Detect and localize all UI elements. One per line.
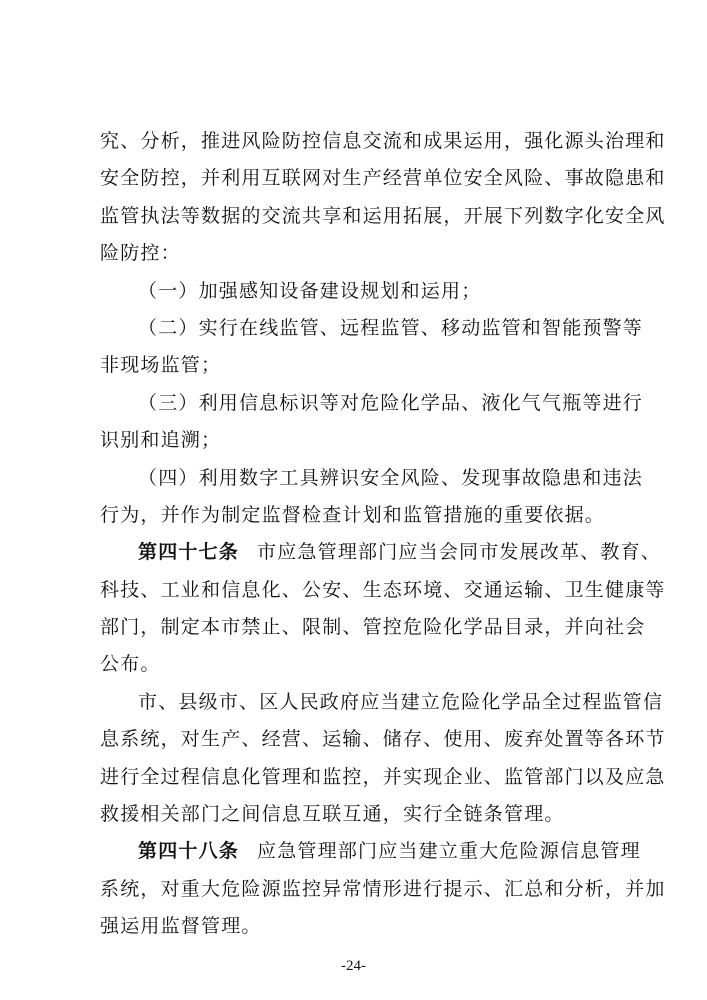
list-item-1: （一）加强感知设备建设规划和运用； <box>138 279 482 302</box>
text-line: 强运用监督管理。 <box>100 915 262 938</box>
article-48-heading: 第四十八条 <box>138 840 240 863</box>
text-line: 安全防控，并利用互联网对生产经营单位安全风险、事故隐患和 <box>100 167 666 190</box>
text-line: 公布。 <box>100 653 161 676</box>
list-item-3: （三）利用信息标识等对危险化学品、液化气气瓶等进行 <box>138 391 644 414</box>
text-line: 市、县级市、区人民政府应当建立危险化学品全过程监管信 <box>138 690 664 713</box>
list-item-4-cont: 行为，并作为制定监督检查计划和监管措施的重要依据。 <box>100 503 606 526</box>
list-item-3-cont: 识别和追溯； <box>100 429 222 452</box>
text-line: 息系统，对生产、经营、运输、储存、使用、废弃处置等各环节 <box>100 728 666 751</box>
text-line: 救援相关部门之间信息互联互通，实行全链条管理。 <box>100 803 565 826</box>
text-line: 险防控： <box>100 242 181 265</box>
text-line: 进行全过程信息化管理和监控，并实现企业、监管部门以及应急 <box>100 765 666 788</box>
article-47 <box>100 534 662 571</box>
text-line: 监管执法等数据的交流共享和运用拓展，开展下列数字化安全风 <box>100 204 666 227</box>
text-line: 部门，制定本市禁止、限制、管控危险化学品目录，并向社会 <box>100 616 646 639</box>
list-item-2-cont: 非现场监管； <box>100 354 222 377</box>
text-line: 系统，对重大危险源监控异常情形进行提示、汇总和分析，并加 <box>100 877 666 900</box>
page-number: -24- <box>341 958 366 974</box>
article-48-text: 应急管理部门应当建立重大危险源信息管理 <box>257 840 641 863</box>
text-line: 究、分析，推进风险防控信息交流和成果运用，强化源头治理和 <box>100 130 666 152</box>
article-48 <box>100 833 641 870</box>
article-47-heading: 第四十七条 <box>138 541 240 564</box>
document-body <box>100 123 666 946</box>
text-line: 科技、工业和信息化、公安、生态环境、交通运输、卫生健康等 <box>100 578 666 601</box>
list-item-4: （四）利用数字工具辨识安全风险、发现事故隐患和违法 <box>138 466 644 489</box>
list-item-2: （二）实行在线监管、远程监管、移动监管和智能预警等 <box>138 316 644 339</box>
article-47-text: 市应急管理部门应当会同市发展改革、教育、 <box>257 541 662 564</box>
